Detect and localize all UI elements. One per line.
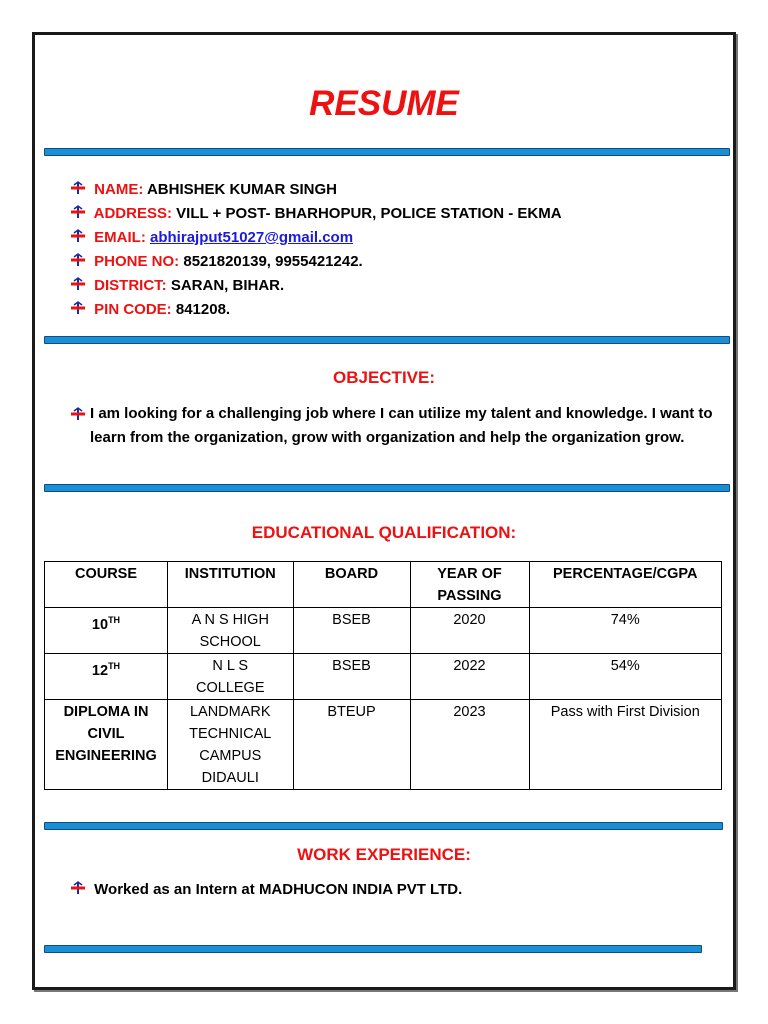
section-divider (44, 148, 730, 156)
institution-cell: LANDMARK TECHNICAL CAMPUS DIDAULI (168, 700, 294, 790)
district-value: SARAN, BIHAR. (170, 277, 285, 294)
arrow-bullet-icon (70, 881, 86, 895)
objective-heading: OBJECTIVE: (332, 368, 436, 387)
address-value: VILL + POST- BHARHOPUR, POLICE STATION - EKMA (176, 205, 562, 222)
column-header: INSTITUTION (168, 562, 294, 608)
name-label: NAME: (94, 181, 144, 198)
percentage-cell: 54% (529, 654, 722, 700)
objective-block (70, 402, 720, 450)
arrow-bullet-icon (70, 407, 86, 421)
name-value: ABHISHEK KUMAR SINGH (146, 181, 337, 198)
contact-item-address (70, 202, 562, 226)
table-row (45, 654, 722, 700)
institution-cell: A N S HIGH SCHOOL (168, 608, 294, 654)
board-cell: BTEUP (293, 700, 410, 790)
arrow-bullet-icon (70, 253, 86, 267)
column-header: PERCENTAGE/CGPA (529, 562, 722, 608)
district-label: DISTRICT: (94, 277, 167, 294)
email-link[interactable]: abhirajput51027@gmail.com (150, 229, 354, 246)
work-item-text: Worked as an Intern at MADHUCON INDIA PVT LTD. (94, 881, 463, 898)
contact-item-district (70, 274, 562, 298)
contact-item-pincode (70, 298, 562, 322)
contact-item-email (70, 226, 562, 250)
percentage-cell: 74% (529, 608, 722, 654)
contact-item-phone (70, 250, 562, 274)
education-heading: EDUCATIONAL QUALIFICATION: (251, 523, 517, 542)
pincode-value: 841208. (175, 301, 231, 318)
year-cell: 2023 (410, 700, 529, 790)
arrow-bullet-icon (70, 205, 86, 219)
phone-label: PHONE NO: (94, 253, 180, 270)
section-divider (44, 336, 730, 344)
section-divider (44, 945, 702, 953)
pincode-label: PIN CODE: (94, 301, 172, 318)
contact-list (70, 178, 562, 322)
course-cell: 10TH (45, 608, 168, 654)
address-label: ADDRESS: (93, 205, 172, 222)
email-label: EMAIL: (94, 229, 146, 246)
arrow-bullet-icon (70, 181, 86, 195)
institution-cell: N L S COLLEGE (168, 654, 294, 700)
table-row (45, 608, 722, 654)
course-cell: 12TH (45, 654, 168, 700)
arrow-bullet-icon (70, 301, 86, 315)
resume-title: RESUME (309, 84, 459, 123)
course-cell: DIPLOMA IN CIVIL ENGINEERING (45, 700, 168, 790)
contact-item-name (70, 178, 562, 202)
percentage-cell: Pass with First Division (529, 700, 722, 790)
arrow-bullet-icon (70, 229, 86, 243)
column-header: BOARD (293, 562, 410, 608)
board-cell: BSEB (293, 654, 410, 700)
objective-text: I am looking for a challenging job where I can utilize my talent and knowledge. I want to learn from the organization, grow with organization and help the organization grow. (90, 405, 713, 446)
column-header: COURSE (45, 562, 168, 608)
arrow-bullet-icon (70, 277, 86, 291)
work-item (70, 878, 462, 902)
table-header-row (45, 562, 722, 608)
board-cell: BSEB (293, 608, 410, 654)
year-cell: 2020 (410, 608, 529, 654)
section-divider (44, 484, 730, 492)
work-heading: WORK EXPERIENCE: (297, 845, 471, 864)
phone-value: 8521820139, 9955421242. (183, 253, 363, 270)
column-header: YEAR OF PASSING (410, 562, 529, 608)
table-row (45, 700, 722, 790)
year-cell: 2022 (410, 654, 529, 700)
education-table (44, 561, 722, 790)
section-divider (44, 822, 723, 830)
